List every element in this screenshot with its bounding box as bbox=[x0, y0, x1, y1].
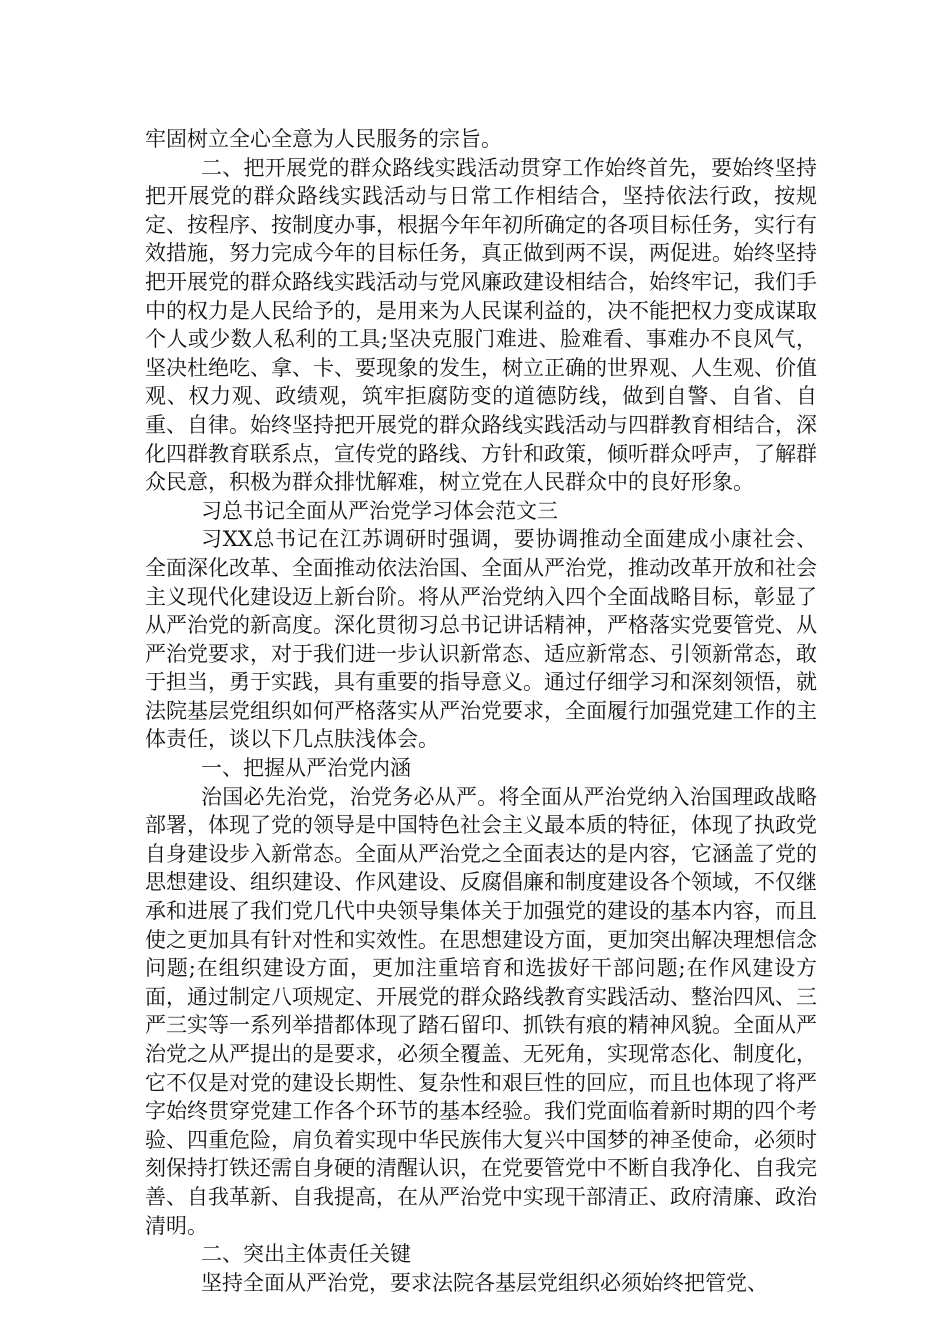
section-title: 习总书记全面从严治党学习体会范文三 bbox=[201, 498, 558, 523]
paragraph-heading-1-body: 治国必先治党，治党务必从严。将全面从严治党纳入治国理政战略部署，体现了党的领导是中国特色社会主义最本质的特征，体现了执政党自身建设步入新常态。全面从严治党之全面表达的是内容，它涵盖了党的思想建设、组织建设、作风建设、反腐倡廉和制度建设各个领域，不仅继承和进展了我们党几代中央领导集体关于加强党的建设的基本内容，而且使之更加具有针对性和实效性。在思想建设方面，更加突出解决理想信念问题;在组织建设方面，更加注重培育和选拔好干部问题;在作风建设方面，通过制定八项规定、开展党的群众路线教育实践活动、整治四风、三严三实等一系列举措都体现了踏石留印、抓铁有痕的精神风貌。全面从严治党之从严提出的是要求，必须全覆盖、无死角，实现常态化、制度化，它不仅是对党的建设长期性、复杂性和艰巨性的回应，而且也体现了将严字始终贯穿党建工作各个环节的基本经验。我们党面临着新时期的四个考验、四重危险，肩负着实现中华民族伟大复兴中国梦的神圣使命，必须时刻保持打铁还需自身硬的清醒认识，在党要管党中不断自我净化、自我完善、自我革新、自我提高，在从严治党中实现干部清正、政府清廉、政治清明。 bbox=[145, 784, 817, 1238]
heading-2: 二、突出主体责任关键 bbox=[201, 1242, 411, 1267]
paragraph-continuation: 牢固树立全心全意为人民服务的宗旨。 bbox=[145, 127, 502, 151]
heading-1: 一、把握从严治党内涵 bbox=[201, 756, 411, 781]
paragraph-heading-2-body: 坚持全面从严治党，要求法院各基层党组织必须始终把管党、 bbox=[201, 1270, 768, 1295]
paragraph-mass-line: 二、把开展党的群众路线实践活动贯穿工作始终首先，要始终坚持把开展党的群众路线实践活动与日常工作相结合，坚持依法行政，按规定、按程序、按制度办事，根据今年年初所确定的各项目标任务，实行有效措施，努力完成今年的目标任务，真正做到两不误，两促进。始终坚持把开展党的群众路线实践活动与党风廉政建设相结合，始终牢记，我们手中的权力是人民给予的，是用来为人民谋利益的，决不能把权力变成谋取个人或少数人私利的工具;坚决克服门难进、脸难看、事难办不良风气，坚决杜绝吃、拿、卡、要现象的发生，树立正确的世界观、人生观、价值观、权力观、政绩观，筑牢拒腐防变的道德防线，做到自警、自省、自重、自律。始终坚持把开展党的群众路线实践活动与四群教育相结合，深化四群教育联系点，宣传党的路线、方针和政策，倾听群众呼声，了解群众民意，积极为群众排忧解难，树立党在人民群众中的良好形象。 bbox=[145, 155, 817, 495]
paragraph-intro: 习XX总书记在江苏调研时强调，要协调推动全面建成小康社会、全面深化改革、全面推动依法治国、全面从严治党，推动改革开放和社会主义现代化建设迈上新台阶。将从严治党纳入四个全面战略目标，彰显了从严治党的新高度。深化贯彻习总书记讲话精神，严格落实党要管党、从严治党要求，对于我们进一步认识新常态、适应新常态、引领新常态，敢于担当，勇于实践，具有重要的指导意义。通过仔细学习和深刻领悟，就法院基层党组织如何严格落实从严治党要求，全面履行加强党建工作的主体责任，谈以下几点肤浅体会。 bbox=[145, 527, 817, 752]
document-body bbox=[145, 125, 817, 1297]
